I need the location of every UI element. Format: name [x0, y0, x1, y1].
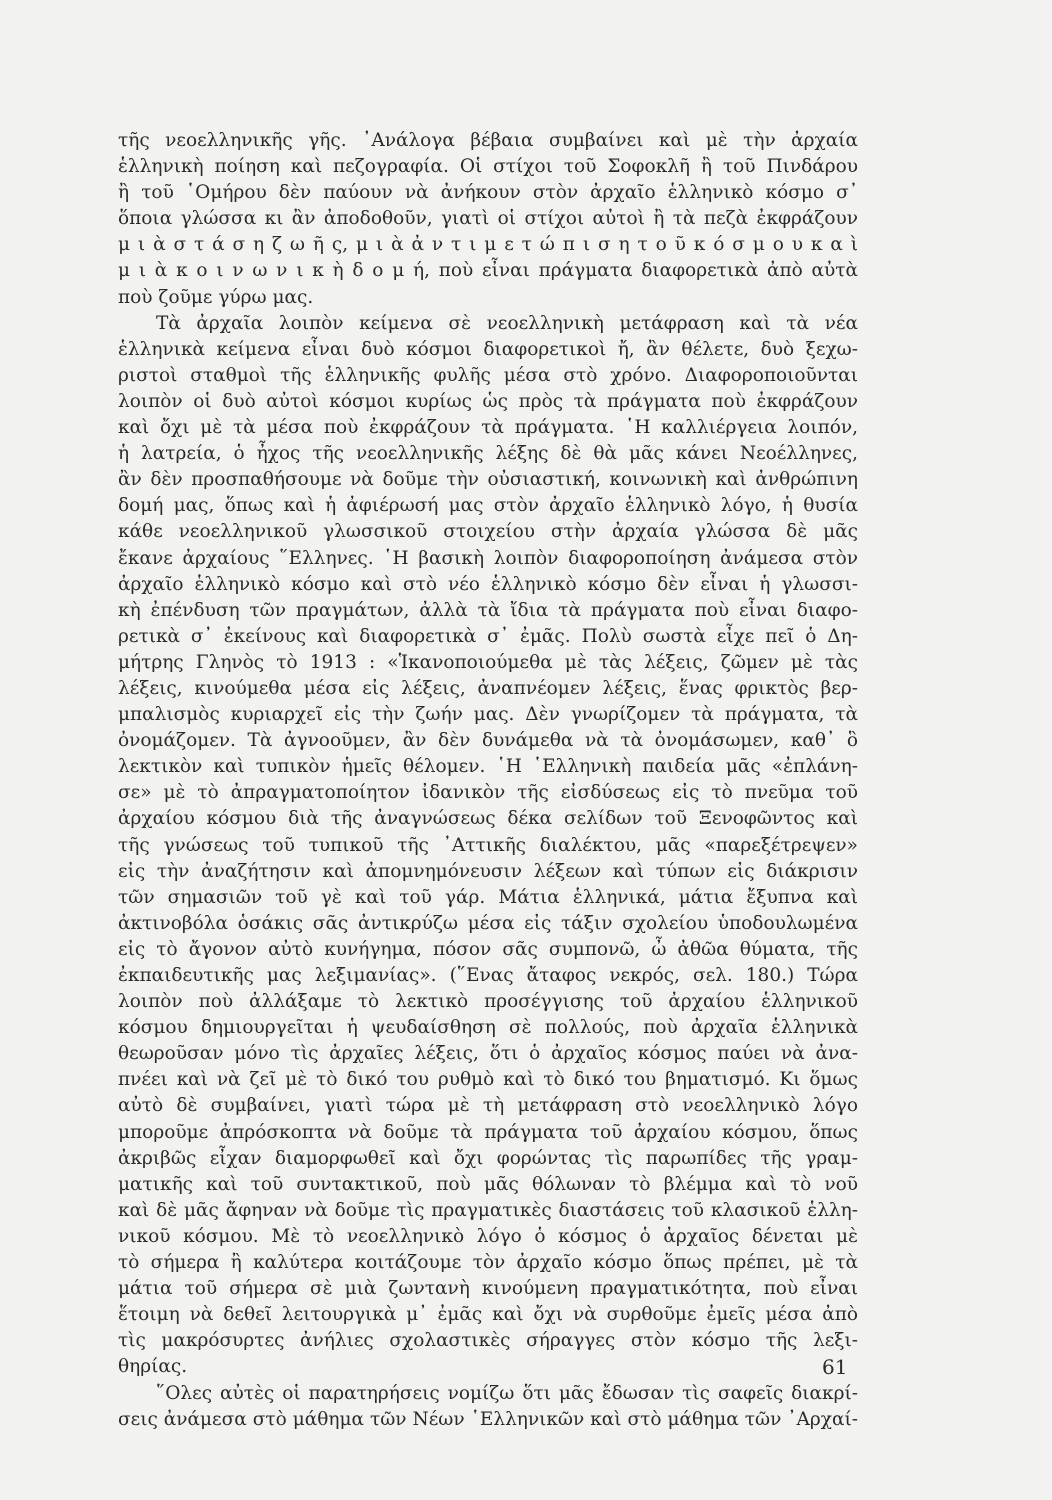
text-line: Τὰ ἀρχαῖα λοιπὸν κείμενα σὲ νεοελληνικὴ μετάφραση καὶ τὰ νέα — [156, 312, 858, 334]
text-line: ἀκριβῶς εἶχαν διαμορφωθεῖ καὶ ὄχι φορώντας τὶς παρωπίδες τῆς γραμ- — [118, 1147, 858, 1169]
text-line: τὶς μακρόσυρτες ἀνήλιες σχολαστικὲς σήραγγες στὸν κόσμο τῆς λεξι- — [118, 1330, 858, 1352]
text-line: δομή μας, ὅπως καὶ ἡ ἀφιέρωσή μας στὸν ἀρχαῖο ἑλληνικὸ λόγο, ἡ θυσία — [118, 495, 858, 517]
page-number: 61 — [822, 1355, 848, 1379]
text-line: σεις ἀνάμεσα στὸ μάθημα τῶν Νέων ῾Ελληνικῶν καὶ στὸ μάθημα τῶν ᾿Αρχαί- — [118, 1408, 858, 1430]
text-line: λεκτικὸν καὶ τυπικὸν ἡμεῖς θέλομεν. ῾Η ῾Ελληνικὴ παιδεία μᾶς «ἐπλάνη- — [118, 756, 858, 778]
text-line: τὸ σήμερα ἢ καλύτερα κοιτάζουμε τὸν ἀρχαῖο κόσμο ὅπως πρέπει, μὲ τὰ — [118, 1252, 858, 1274]
text-line: εἰς τὴν ἀναζήτησιν καὶ ἀπομνημόνευσιν λέξεων καὶ τύπων εἰς διάκρισιν — [118, 860, 858, 882]
body-text — [118, 128, 858, 1433]
text-line: μήτρης Γληνὸς τὸ 1913 : «Ἱκανοποιούμεθα μὲ τὰς λέξεις, ζῶμεν μὲ τὰς — [118, 651, 858, 673]
text-line: θηρίας. — [118, 1356, 188, 1378]
text-line: τῆς νεοελληνικῆς γῆς. ᾿Ανάλογα βέβαια συμβαίνει καὶ μὲ τὴν ἀρχαία — [118, 130, 858, 151]
text-line: ματικῆς καὶ τοῦ συντακτικοῦ, ποὺ μᾶς θόλωναν τὸ βλέμμα καὶ τὸ νοῦ — [118, 1173, 858, 1195]
text-line: τῶν σημασιῶν τοῦ γὲ καὶ τοῦ γάρ. Μάτια ἑλληνικά, μάτια ἔξυπνα καὶ — [118, 886, 858, 908]
text-line: ἑλληνικὰ κείμενα εἶναι δυὸ κόσμοι διαφορετικοὶ ἤ, ἂν θέλετε, δυὸ ξεχω- — [118, 338, 858, 360]
text-line: σε» μὲ τὸ ἀπραγματοποίητον ἰδανικὸν τῆς εἰσδύσεως εἰς τὸ πνεῦμα τοῦ — [118, 782, 858, 804]
text-line: ἀρχαῖο ἑλληνικὸ κόσμο καὶ στὸ νέο ἑλληνικὸ κόσμο δὲν εἶναι ἡ γλωσσι- — [118, 573, 858, 595]
text-line: μ ι ὰ σ τ ά σ η ζ ω ῆ ς, μ ι ὰ ἀ ν τ ι μ ε τ ώ π ι σ η τ ο ῦ κ ό σ μ ο υ κ α ὶ — [118, 234, 858, 256]
text-line: ῞Ολες αὐτὲς οἱ παρατηρήσεις νομίζω ὅτι μᾶς ἔδωσαν τὶς σαφεῖς διακρί- — [156, 1382, 858, 1404]
text-line: εἰς τὸ ἄγονον αὐτὸ κυνήγημα, πόσον σᾶς συμπονῶ, ὦ ἀθῶα θύματα, τῆς — [118, 938, 858, 960]
text-line: κὴ ἐπένδυση τῶν πραγμάτων, ἀλλὰ τὰ ἴδια τὰ πράγματα ποὺ εἶναι διαφο- — [118, 599, 858, 621]
text-line: θεωροῦσαν μόνο τὶς ἀρχαῖες λέξεις, ὅτι ὁ ἀρχαῖος κόσμος παύει νὰ ἀνα- — [118, 1043, 858, 1065]
text-line: τῆς γνώσεως τοῦ τυπικοῦ τῆς ᾿Αττικῆς διαλέκτου, μᾶς «παρεξέτρεψεν» — [118, 834, 858, 856]
text-line: λοιπὸν οἱ δυὸ αὐτοὶ κόσμοι κυρίως ὡς πρὸς τὰ πράγματα ποὺ ἐκφράζουν — [118, 390, 858, 412]
text-line: νικοῦ κόσμου. Μὲ τὸ νεοελληνικὸ λόγο ὁ κόσμος ὁ ἀρχαῖος δένεται μὲ — [118, 1225, 858, 1247]
text-line: ἀρχαίου κόσμου διὰ τῆς ἀναγνώσεως δέκα σελίδων τοῦ Ξενοφῶντος καὶ — [118, 808, 858, 830]
text-line: ἀκτινοβόλα ὁσάκις σᾶς ἀντικρύζω μέσα εἰς τάξιν σχολείου ὑποδουλωμένα — [118, 912, 858, 934]
text-line: μπαλισμὸς κυριαρχεῖ εἰς τὴν ζωήν μας. Δὲν γνωρίζομεν τὰ πράγματα, τὰ — [118, 704, 858, 726]
text-line: κάθε νεοελληνικοῦ γλωσσικοῦ στοιχείου στὴν ἀρχαία γλώσσα δὲ μᾶς — [118, 521, 858, 543]
text-line: μποροῦμε ἀπρόσκοπτα νὰ δοῦμε τὰ πράγματα τοῦ ἀρχαίου κόσμου, ὅπως — [118, 1121, 858, 1143]
text-line: μάτια τοῦ σήμερα σὲ μιὰ ζωντανὴ κινούμενη πραγματικότητα, ποὺ εἶναι — [118, 1278, 858, 1300]
text-line: ἡ λατρεία, ὁ ἦχος τῆς νεοελληνικῆς λέξης δὲ θὰ μᾶς κάνει Νεοέλληνες, — [118, 443, 858, 465]
text-line: λοιπὸν ποὺ ἀλλάξαμε τὸ λεκτικὸ προσέγγισης τοῦ ἀρχαίου ἑλληνικοῦ — [118, 991, 858, 1013]
text-line: ριστοὶ σταθμοὶ τῆς ἑλληνικῆς φυλῆς μέσα στὸ χρόνο. Διαφοροποιοῦνται — [118, 364, 858, 386]
text-line: ἕτοιμη νὰ δεθεῖ λειτουργικὰ μ᾿ ἐμᾶς καὶ ὄχι νὰ συρθοῦμε ἐμεῖς μέσα ἀπὸ — [118, 1304, 858, 1326]
text-line: ἐκπαιδευτικῆς μας λεξιμανίας». (῞Ενας ἄταφος νεκρός, σελ. 180.) Τώρα — [118, 965, 858, 986]
text-line: αὐτὸ δὲ συμβαίνει, γιατὶ τώρα μὲ τὴ μετάφραση στὸ νεοελληνικὸ λόγο — [118, 1095, 858, 1117]
text-line: καὶ ὄχι μὲ τὰ μέσα ποὺ ἐκφράζουν τὰ πράγματα. ῾Η καλλιέργεια λοιπόν, — [118, 417, 858, 439]
text-line: πνέει καὶ νὰ ζεῖ μὲ τὸ δικό του ρυθμὸ καὶ τὸ δικό του βηματισμό. Κι ὅμως — [118, 1069, 858, 1091]
text-line: μ ι ὰ κ ο ι ν ω ν ι κ ὴ δ ο μ ή, ποὺ εἶναι πράγματα διαφορετικὰ ἀπὸ αὐτὰ — [118, 260, 858, 282]
text-line: ἔκανε ἀρχαίους ῞Ελληνες. ῾Η βασικὴ λοιπὸν διαφοροποίηση ἀνάμεσα στὸν — [118, 547, 858, 569]
text-line: ὀνομάζομεν. Τὰ ἀγνοοῦμεν, ἂν δὲν δυνάμεθα νὰ τὰ ὀνομάσωμεν, καθ᾿ ὃ — [118, 730, 858, 752]
text-line: καὶ δὲ μᾶς ἄφηναν νὰ δοῦμε τὶς πραγματικὲς διαστάσεις τοῦ κλασικοῦ ἑλλη- — [118, 1199, 858, 1221]
text-line: ἢ τοῦ ῾Ομήρου δὲν παύουν νὰ ἀνήκουν στὸν ἀρχαῖο ἑλληνικὸ κόσμο σ᾿ — [118, 182, 858, 204]
text-line: ὅποια γλώσσα κι ἂν ἀποδοθοῦν, γιατὶ οἱ στίχοι αὐτοὶ ἢ τὰ πεζὰ ἐκφράζουν — [118, 208, 858, 230]
text-line: ρετικὰ σ᾿ ἐκείνους καὶ διαφορετικὰ σ᾿ ἐμᾶς. Πολὺ σωστὰ εἶχε πεῖ ὁ Δη- — [118, 625, 858, 647]
text-line: κόσμου δημιουργεῖται ἡ ψευδαίσθηση σὲ πολλούς, ποὺ ἀρχαῖα ἑλληνικὰ — [118, 1017, 858, 1039]
text-line: λέξεις, κινούμεθα μέσα εἰς λέξεις, ἀναπνέομεν λέξεις, ἕνας φρικτὸς βερ- — [118, 677, 858, 699]
text-line: ἂν δὲν προσπαθήσουμε νὰ δοῦμε τὴν οὐσιαστική, κοινωνικὴ καὶ ἀνθρώπινη — [118, 469, 858, 491]
text-line: ἑλληνικὴ ποίηση καὶ πεζογραφία. Οἱ στίχοι τοῦ Σοφοκλῆ ἢ τοῦ Πινδάρου — [118, 156, 858, 178]
text-line: ποὺ ζοῦμε γύρω μας. — [118, 286, 314, 308]
